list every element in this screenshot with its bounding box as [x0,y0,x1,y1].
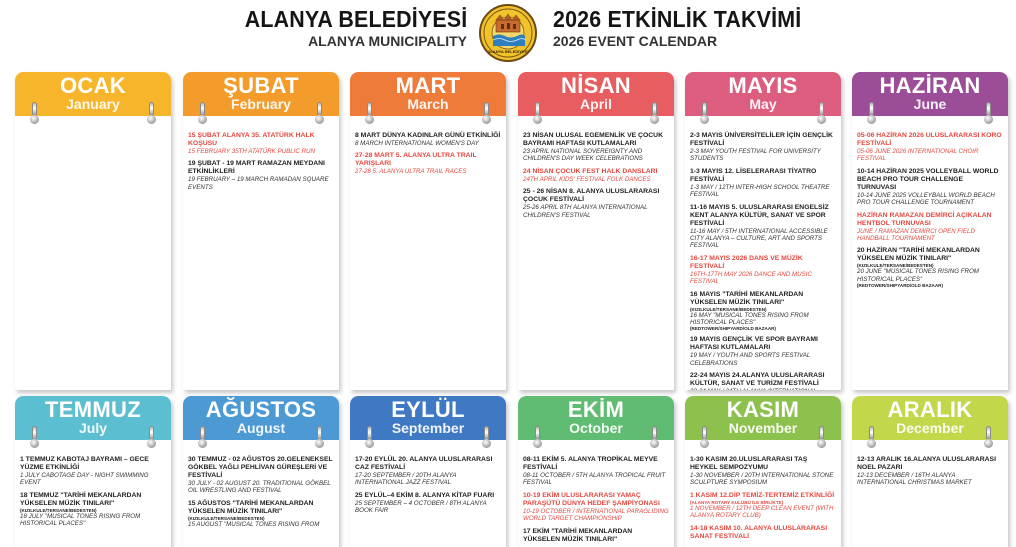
event-title-en: 1 NOVEMBER / 12TH DEEP CLEAN EVENT (WITH ALANYA ROTARY CLUB) [690,504,834,520]
event-title-en [690,388,836,390]
event-item [355,456,501,487]
binder-ring-icon [315,426,324,450]
month-name: ŞUBAT [223,73,299,98]
event-item [20,492,166,528]
month-card-nisan [518,72,674,390]
event-title-en: 25-26 APRIL 8TH ALANYA INTERNATIONAL CHILDREN'S FESTIVAL [523,204,648,219]
event-title-tr: 1 KASIM 12.DİP TEMİZ-TERTEMİZ ETKİNLİĞİ [690,491,835,499]
event-item [355,132,501,147]
event-item [690,255,836,286]
event-title-en: 16TH-17TH MAY 2026 DANCE AND MUSIC FESTIVAL [690,270,812,286]
event-title-en: 18 JULY "MUSICAL TONES RISING FROM HISTORICAL PLACES" [20,512,141,528]
alanya-municipality-seal-icon [479,4,537,62]
calendar-subtitle: 2026 EVENT CALENDAR [553,33,718,49]
event-list [350,116,506,185]
event-list [518,116,674,228]
month-header [518,72,674,116]
binder-ring-icon [30,426,39,450]
event-title-tr: 1 TEMMUZ KABOTAJ BAYRAMI – GECE YÜZME ETKİNLİĞİ [20,456,149,471]
month-name-english: January [66,96,120,112]
month-name-english: May [749,96,777,112]
event-venue-note-tr: (KIZILKULE/TERSANE/BEDESTEN) [857,263,934,269]
event-title-en: 10-19 OCTOBER / INTERNATIONAL PARAGLIDING WORLD TARGET CHAMPIONSHIP [523,507,669,523]
binder-ring-icon [147,426,156,450]
event-item [523,168,669,183]
event-title-tr: 10-19 EKİM ULUSLARARASI YAMAÇ PARAŞÜTÜ DÜNYA HEDEF ŞAMPİYONASI [523,491,660,507]
month-name-english: December [896,420,964,436]
binder-ring-icon [984,426,993,450]
binder-ring-icon [365,102,374,126]
month-name-english: September [391,420,465,436]
month-name-english: July [78,420,107,436]
binder-ring-icon [198,426,207,450]
month-name: KASIM [726,397,800,422]
event-item [690,456,836,487]
event-item [690,168,836,199]
month-name: EYLÜL [391,397,465,422]
event-title-tr: 05-06 HAZİRAN 2026 ULUSLARARASI KORO FESTİVALİ [857,132,1002,147]
month-header [15,396,171,440]
event-title-en: 15 FEBRUARY 35TH ATATÜRK PUBLIC RUN [188,148,315,155]
event-title-en: 2-3 MAY YOUTH FESTIVAL FOR UNIVERSITY STUDENTS [690,148,821,163]
event-list [183,440,339,537]
month-name: TEMMUZ [45,397,141,422]
event-title-tr: 25 - 26 NİSAN 8. ALANYA ULUSLARARASI ÇOCUK FESTİVALİ [523,188,660,204]
event-title-tr: 20 HAZİRAN "TARİHİ MEKANLARDAN YÜKSELEN MÜZİK TINILARI" [857,247,980,263]
month-header [350,396,506,440]
calendar-title-block [553,6,820,50]
event-title-tr: 27-28 MART 5. ALANYA ULTRA TRAIL YARIŞLARI [355,152,477,168]
event-item [523,492,669,523]
month-name-english: November [728,420,798,436]
binder-ring-icon [984,102,993,126]
event-list [15,440,171,537]
event-title-en: 10-14 JUNE 2025 VOLLEYBALL WORLD BEACH PRO TOUR CHALLENGE TOURNAMENT [857,191,995,207]
month-card-kasim [685,396,841,547]
month-name-english: March [407,96,449,112]
calendar-header [0,0,1016,66]
event-item [355,152,501,175]
month-header [852,72,1008,116]
binder-ring-icon [817,426,826,450]
event-title-tr: HAZİRAN RAMAZAN DEMİRCİ AÇIKALAN HENTBOL TURNUVASI [857,211,992,227]
month-header [183,396,339,440]
event-title-tr: 8 MART DÜNYA KADINLAR GÜNÜ ETKİNLİĞİ [355,132,501,139]
event-title-en: 19 FEBRUARY – 19 MARCH RAMADAN SQUARE EVENTS [188,176,329,191]
event-title-en: 15 AUGUST "MUSICAL TONES RISING FROM [188,520,320,528]
event-title-en: 1-3 MAY / 12TH INTER-HIGH SCHOOL THEATRE FESTIVAL [690,183,830,199]
binder-ring-icon [867,426,876,450]
event-venue-note-tr: (ALANYA ROTARY KULÜBÜ İLE BİRLİKTE) [690,499,784,505]
event-item [188,456,334,495]
month-name: MART [395,73,461,98]
month-header [350,72,506,116]
month-card-agustos [183,396,339,547]
event-item [523,528,669,544]
event-title-tr: 1-30 KASIM 20.ULUSLARARASI TAŞ HEYKEL SEMPOZYUMU [690,456,808,471]
month-header [183,72,339,116]
event-item [20,456,166,487]
event-item [857,456,1003,487]
month-name-english: October [569,420,623,436]
event-item [690,525,836,541]
month-name: MAYIS [728,73,798,98]
municipality-subtitle: ALANYA MUNICIPALITY [308,33,467,49]
month-card-haziran [852,72,1008,390]
binder-ring-icon [482,102,491,126]
month-card-mart [350,72,506,390]
binder-ring-icon [533,102,542,126]
event-title-tr: 15 AĞUSTOS "TARİHİ MEKANLARDAN YÜKSELEN MÜZİK TINILARI" [188,499,314,515]
month-name: NİSAN [561,73,631,98]
event-title-tr: 30 TEMMUZ - 02 AĞUSTOS 20.GELENEKSEL GÖKBEL YAĞLI PEHLİVAN GÜREŞLERİ VE FESTİVALİ [188,456,333,479]
event-item [523,132,669,163]
month-card-ocak [15,72,171,390]
binder-ring-icon [650,426,659,450]
month-card-aralik [852,396,1008,547]
event-title-en: 08-11 OCTOBER / 5TH ALANYA TROPICAL FRUIT FESTIVAL [523,472,666,487]
event-list [518,440,674,547]
event-title-en: 19 MAY / YOUTH AND SPORTS FESTIVAL CELEBRATIONS [690,352,811,367]
event-item [857,247,1003,288]
event-title-tr: 12-13 ARALIK 16.ALANYA ULUSLARARASI NOEL PAZARI [857,456,996,471]
event-title-en: 24TH APRIL KIDS' FESTIVAL FOLK DANCES [523,175,651,183]
binder-ring-icon [533,426,542,450]
event-title-en: 23 APRIL NATIONAL SOVEREIGNTY AND CHILDREN'S DAY WEEK CELEBRATIONS [523,148,643,163]
event-title-en: 8 MARCH INTERNATIONAL WOMEN'S DAY [355,140,479,147]
event-venue-note-en: (REDTOWER/SHIPYARD/OLD BAZAAR) [857,283,944,289]
municipality-title-block [228,6,467,50]
event-title-tr: 17 EKİM "TARİHİ MEKANLARDAN YÜKSELEN MÜZİK TINILARI" [523,527,633,543]
event-title-tr: 25 EYLÜL–4 EKİM 8. ALANYA KİTAP FUARI [355,491,495,499]
month-card-eylul [350,396,506,547]
binder-ring-icon [650,102,659,126]
event-title-en: 17-20 SEPTEMBER / 20TH ALANYA INTERNATIONAL JAZZ FESTIVAL [355,472,457,487]
event-title-en: 27-28 5. ALANYA ULTRA TRAIL RACES [355,168,467,176]
event-title-en: 12-13 DECEMBER / 16TH ALANYA INTERNATIONAL CHRISTMAS MARKET [857,472,972,487]
event-item [523,188,669,219]
month-name: AĞUSTOS [205,397,317,422]
binder-ring-icon [30,102,39,126]
event-title-en: JUNE / RAMAZAN DEMIRCI OPEN FIELD HANDBALL TOURNAMENT [857,227,975,243]
event-item [690,372,836,390]
event-item [355,492,501,515]
month-name: HAZİRAN [879,73,981,98]
event-title-tr: 19 ŞUBAT - 19 MART RAMAZAN MEYDANI ETKİNLİKLERİ [188,160,325,176]
month-name-english: August [236,420,286,436]
event-list [685,116,841,390]
event-item [188,132,334,155]
event-title-tr: 19 MAYIS GENÇLİK VE SPOR BAYRAMI HAFTASI KUTLAMALARI [690,336,818,352]
event-venue-note-en: (REDTOWER/SHIPYARD/OLD BAZAAR) [690,326,777,332]
event-title-en: 05-06 JUNE 2026 INTERNATIONAL CHOIR FESTIVAL [857,148,979,163]
event-title-en: 16 MAY "MUSICAL TONES RISING FROM HISTORICAL PLACES" [690,311,809,327]
event-item [690,291,836,332]
event-title-tr: 08-11 EKİM 5. ALANYA TROPİKAL MEYVE FESTİVALİ [523,456,658,471]
event-title-en: 1 JULY CABOTAGE DAY - NIGHT SWIMMING EVENT [20,472,149,487]
binder-ring-icon [700,102,709,126]
event-list [350,440,506,524]
event-title-tr: 16 MAYIS "TARİHİ MEKANLARDAN YÜKSELEN MÜZİK TINILARI" [690,290,804,306]
event-title-tr: 18 TEMMUZ "TARİHİ MEKANLARDAN YÜKSELEN MÜZİK TINILARI" [20,491,142,507]
event-title-en: 25 SEPTEMBER – 4 OCTOBER / 8TH ALANYA BOOK FAIR [355,499,487,515]
event-list [852,116,1008,297]
month-card-subat [183,72,339,390]
event-title-tr: 1-3 MAYIS 12. LİSELERARASI TİYATRO FESTİVALİ [690,167,817,183]
binder-ring-icon [365,426,374,450]
month-header [518,396,674,440]
event-title-en: 1-30 NOVEMBER / 20TH INTERNATIONAL STONE SCULPTURE SYMPOSIUM [690,472,834,487]
month-name-english: April [580,96,612,112]
event-title-tr: 14-18 KASIM 10. ALANYA ULUSLARARASI SANAT FESTİVALİ [690,524,828,540]
month-header [685,72,841,116]
seal-lettering: ALANYA BELEDİYESİ [487,49,529,54]
month-header [15,72,171,116]
event-item [857,212,1003,243]
binder-ring-icon [867,102,876,126]
event-title-tr: 17-20 EYLÜL 20. ALANYA ULUSLARARASI CAZ FESTİVALİ [355,456,493,471]
binder-ring-icon [817,102,826,126]
event-item [857,132,1003,163]
month-name: ARALIK [887,397,973,422]
event-title-tr: 24 NİSAN ÇOCUK FEST HALK DANSLARI [523,167,658,175]
event-title-tr: 15 ŞUBAT ALANYA 35. ATATÜRK HALK KOŞUSU [188,132,315,147]
event-item [188,160,334,191]
event-item [857,168,1003,207]
month-card-ekim [518,396,674,547]
binder-ring-icon [700,426,709,450]
municipality-title: ALANYA BELEDİYESİ [244,6,467,32]
event-item [690,204,836,250]
calendar-title: 2026 ETKİNLİK TAKVİMİ [553,6,802,32]
month-header [685,396,841,440]
binder-ring-icon [147,102,156,126]
event-title-tr: 2-3 MAYIS ÜNİVERSİTELİLER İÇİN GENÇLİK FESTİVALİ [690,132,833,147]
month-name-english: June [913,96,947,112]
event-list [685,440,841,547]
binder-ring-icon [198,102,207,126]
month-card-temmuz [15,396,171,547]
event-title-tr: 11-16 MAYIS 5. ULUSLARARASI ENGELSİZ KENT ALANYA KÜLTÜR, SANAT VE SPOR FESTİVALİ [690,203,829,227]
event-title-en: 11-16 MAY / 5TH INTERNATIONAL ACCESSIBLE CITY ALANYA – CULTURE, ART AND SPORTS FESTIVAL [690,227,828,250]
event-item [188,500,334,528]
month-header [852,396,1008,440]
event-venue-note-tr: (KIZILKULE/TERSANE/BEDESTEN) [20,507,97,513]
event-venue-note-tr: (KIZILKULE/TERSANE/BEDESTEN) [690,306,767,312]
event-venue-note-tr: (KIZILKULE/TERSANE/BEDESTEN) [188,515,265,521]
binder-ring-icon [315,102,324,126]
event-item [690,492,836,520]
event-item [690,132,836,163]
event-item [523,456,669,487]
binder-ring-icon [482,426,491,450]
event-title-tr: 16-17 MAYIS 2026 DANS VE MÜZİK FESTİVALİ [690,254,803,270]
month-name: OCAK [60,73,126,98]
event-title-tr: 10-14 HAZİRAN 2025 VOLLEYBALL WORLD BEACH PRO TOUR CHALLENGE TURNUVASI [857,167,999,191]
event-title-en: 20 JUNE "MUSICAL TONES RISING FROM HISTORICAL PLACES" [857,268,979,283]
month-card-mayis [685,72,841,390]
month-name: EKİM [567,397,625,422]
event-title-tr: 22-24 MAYIS 24.ALANYA ULUSLARARASI KÜLTÜR, SANAT VE TURİZM FESTİVALİ [690,372,825,388]
event-item [690,336,836,367]
event-list [183,116,339,200]
event-title-en: 30 JULY - 02 AUGUST 20. TRADITIONAL GÖKBEL OIL WRESTLING AND FESTIVAL [188,480,331,495]
event-title-tr: 23 NİSAN ULUSAL EGEMENLİK VE ÇOCUK BAYRAMI HAFTASI KUTLAMALARI [523,132,663,147]
month-name-english: February [231,96,291,112]
